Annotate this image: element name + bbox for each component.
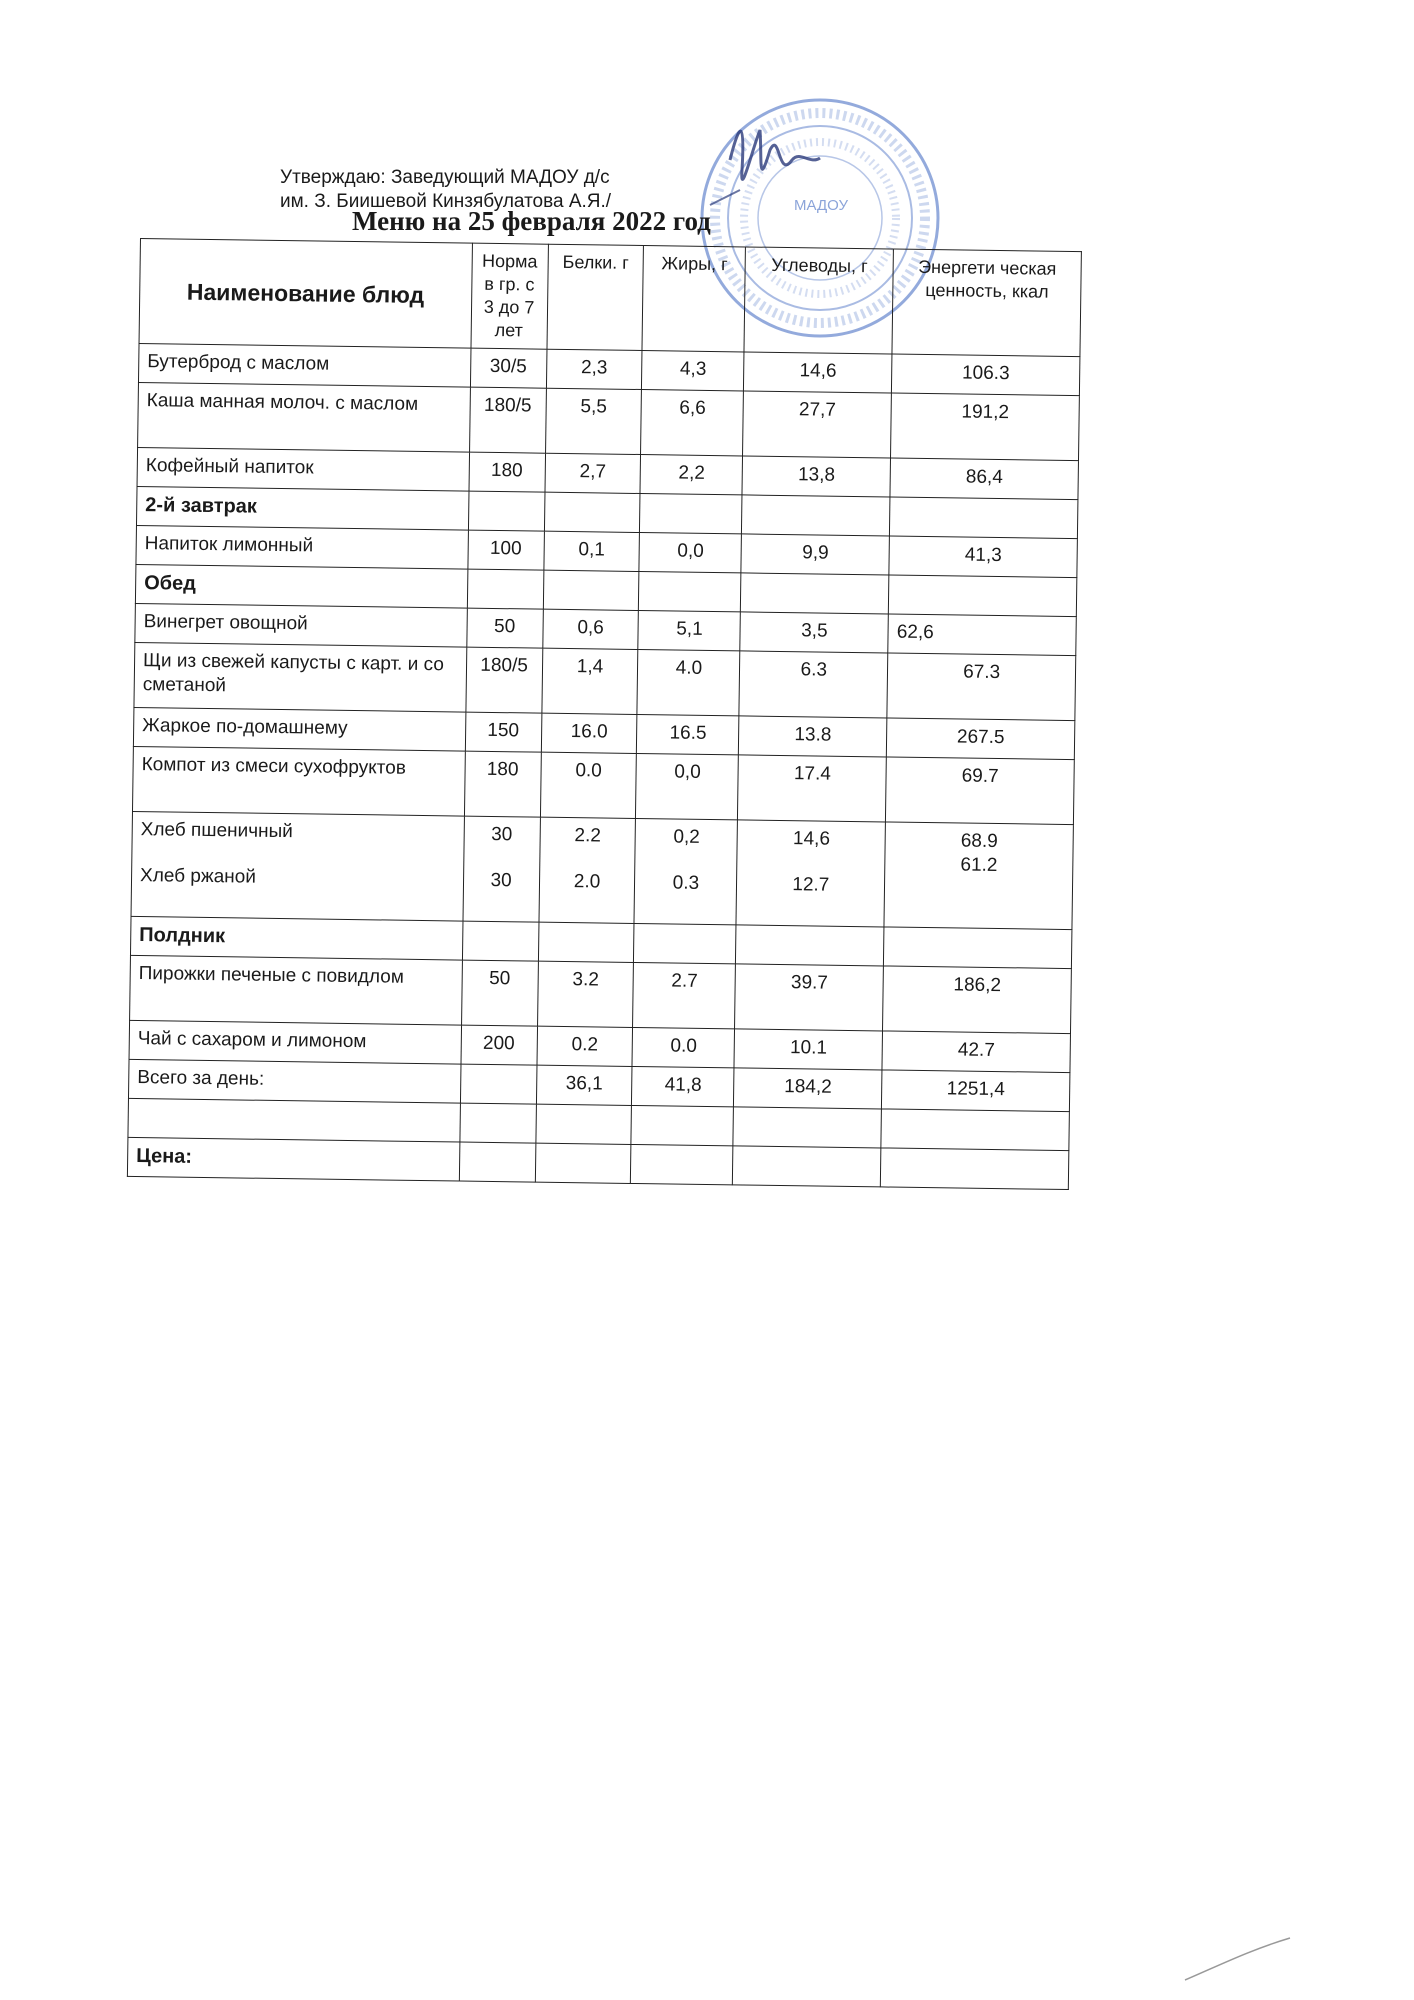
dish-carbs: 13,8 (742, 456, 890, 497)
dish-protein: 2,3 (546, 349, 642, 389)
dish-protein: 5,5 (545, 388, 642, 454)
dish-protein: 2,7 (545, 453, 641, 493)
dish-name: Хлеб ржаной (139, 865, 257, 888)
total-protein: 36,1 (536, 1065, 632, 1105)
dish-protein: 2.2 (574, 825, 602, 847)
dish-carbs: 14,6 (792, 828, 831, 850)
dish-fat: 0,0 (636, 753, 739, 819)
dish-carbs: 10.1 (734, 1029, 882, 1070)
dish-energy: 67.3 (887, 653, 1076, 721)
total-carbs: 184,2 (734, 1068, 882, 1109)
approval-line-1: Утверждаю: Заведующий МАДОУ д/с (280, 167, 610, 188)
header-row (139, 239, 1081, 357)
dish-carbs: 14,6 (744, 352, 892, 393)
dish-norm: 180/5 (465, 647, 542, 713)
dish-norm: 30 (490, 869, 512, 892)
dish-protein: 3.2 (537, 961, 634, 1027)
dish-fat: 0.3 (672, 872, 700, 894)
dish-norm: 180 (464, 751, 541, 817)
dish-name: Компот из смеси сухофруктов (132, 746, 464, 816)
dish-protein: 2.0 (573, 871, 601, 893)
dish-fat: 2.7 (633, 962, 736, 1028)
dish-carbs: 12.7 (792, 874, 830, 896)
dish-fat: 16.5 (637, 714, 739, 754)
total-fat: 41,8 (632, 1066, 734, 1106)
section-label: Обед (135, 564, 467, 608)
dish-fat: 2,2 (640, 455, 742, 495)
dish-norm: 30/5 (470, 348, 547, 388)
dish-name: Пирожки печеные с повидлом (130, 955, 462, 1025)
dish-protein: 0.2 (537, 1026, 633, 1066)
dish-fat: 4,3 (642, 351, 744, 391)
dish-carbs: 39.7 (735, 964, 884, 1031)
total-label: Всего за день: (128, 1059, 460, 1103)
dish-carbs: 27,7 (743, 391, 892, 458)
dish-name: Каша манная молоч. с маслом (138, 382, 470, 452)
dish-energy: 186,2 (883, 966, 1072, 1034)
pen-mark (1180, 1930, 1300, 1990)
dish-norm: 180 (469, 452, 546, 492)
dish-protein: 0.0 (540, 752, 637, 818)
total-norm (460, 1064, 537, 1104)
section-label: 2-й завтрак (136, 486, 468, 530)
dish-norm: 150 (465, 712, 542, 752)
dish-name: Хлеб пшеничный (140, 819, 294, 843)
dish-energy: 61.2 (960, 854, 998, 877)
price-label: Цена: (127, 1137, 459, 1181)
total-energy: 1251,4 (882, 1070, 1070, 1112)
dish-energy: 86,4 (890, 458, 1078, 500)
dish-fat: 6,6 (641, 390, 744, 456)
header-protein: Белки. г (547, 244, 644, 350)
dish-fat: 5,1 (638, 611, 740, 651)
section-label: Полдник (130, 916, 462, 960)
dish-norm: 100 (467, 530, 544, 570)
dish-name: Щи из свежей капусты с карт. и со сметаной (134, 642, 466, 712)
header-energy: Энергети ческая ценность, ккал (892, 249, 1081, 357)
dish-name: Чай с сахаром и лимоном (129, 1020, 461, 1064)
bread-row (131, 811, 1073, 929)
dish-energy: 106.3 (892, 354, 1080, 396)
dish-fat: 0,0 (639, 533, 741, 573)
dish-energy: 42.7 (882, 1031, 1070, 1073)
dish-carbs: 13.8 (739, 716, 887, 757)
dish-norm: 30 (491, 823, 513, 846)
dish-energy: 267.5 (887, 718, 1075, 760)
dish-name: Бутерброд с маслом (138, 343, 470, 387)
dish-name: Кофейный напиток (137, 447, 469, 491)
header-carbs: Углеводы, г (744, 247, 893, 354)
header-name: Наименование блюд (139, 239, 472, 349)
dish-energy: 62,6 (888, 614, 1076, 656)
dish-carbs: 17.4 (738, 755, 887, 822)
dish-protein: 0,1 (543, 531, 639, 571)
header-norm: Норма в гр. с 3 до 7 лет (471, 243, 548, 349)
dish-norm: 50 (461, 960, 538, 1026)
signature (700, 110, 840, 220)
dish-norm: 50 (466, 608, 543, 648)
dish-carbs: 9,9 (741, 534, 889, 575)
dish-norm: 180/5 (469, 387, 546, 453)
dish-name: Винегрет овощной (135, 603, 467, 647)
dish-energy: 191,2 (891, 393, 1080, 461)
dish-norm: 200 (461, 1025, 538, 1065)
dish-carbs: 6.3 (739, 651, 888, 718)
header-fat: Жиры, г (642, 246, 745, 352)
stamp-label: МАДОУ (794, 197, 849, 214)
dish-protein: 1,4 (541, 648, 638, 714)
dish-energy: 68.9 (960, 830, 998, 853)
dish-energy: 69.7 (886, 757, 1075, 825)
dish-fat: 0,2 (673, 826, 700, 848)
dish-name: Напиток лимонный (136, 525, 468, 569)
page-title: Меню на 25 февраля 2022 год (352, 206, 711, 236)
dish-energy: 41,3 (889, 536, 1077, 578)
dish-fat: 0.0 (632, 1027, 734, 1067)
dish-fat: 4.0 (637, 649, 740, 715)
dish-carbs: 3,5 (740, 612, 888, 653)
dish-protein: 16.0 (541, 713, 637, 753)
dish-protein: 0,6 (542, 609, 638, 649)
approval-line-2: им. З. Биишевой Кинзябулатова А.Я./ (280, 191, 612, 212)
menu-table (127, 238, 1082, 1190)
dish-name: Жаркое по-домашнему (133, 707, 465, 751)
